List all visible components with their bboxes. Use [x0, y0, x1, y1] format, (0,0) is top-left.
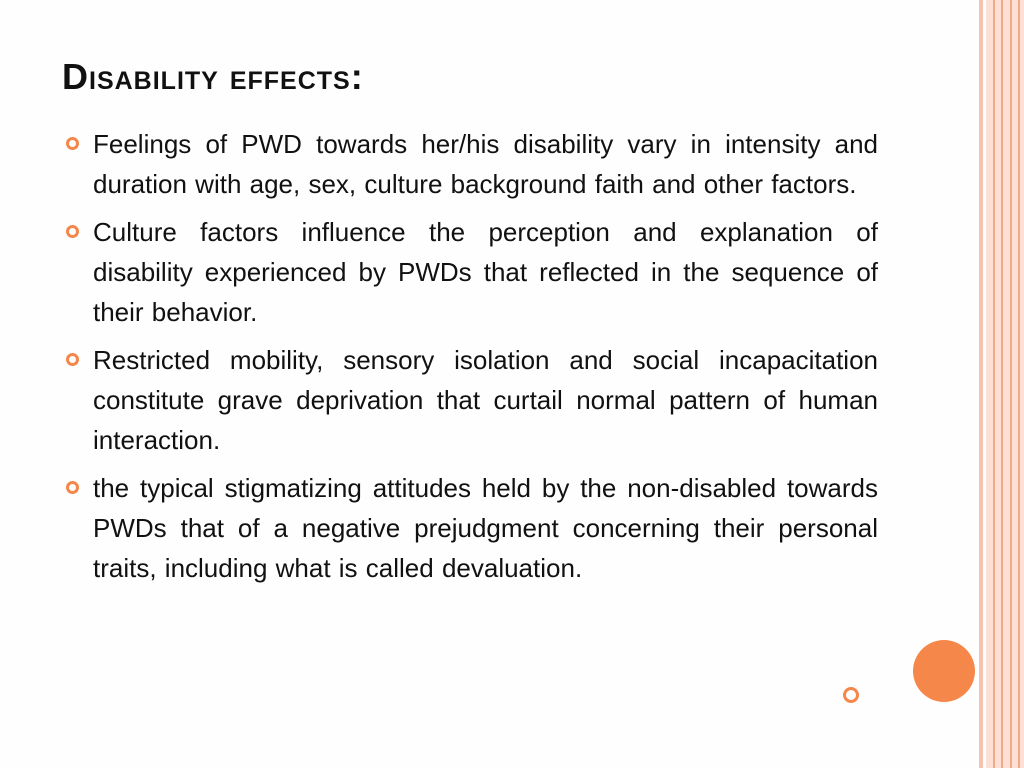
circle-bullet-icon	[66, 225, 79, 238]
bullet-item	[62, 124, 878, 204]
bullet-item	[62, 340, 878, 460]
decorative-stripe	[979, 0, 983, 768]
decorative-circle	[913, 640, 975, 702]
decorative-stripe-line	[1001, 0, 1003, 768]
decorative-stripe-line	[1018, 0, 1020, 768]
decorative-stripe-line	[1010, 0, 1012, 768]
decorative-stripe-line	[993, 0, 995, 768]
slide-title: Disability effects:	[62, 56, 364, 97]
circle-bullet-icon	[66, 137, 79, 150]
bullet-text: Feelings of PWD towards her/his disability vary in intensity and duration with age, sex, culture background faith and other factors.	[93, 129, 878, 199]
decorative-ring-icon	[843, 687, 859, 703]
circle-bullet-icon	[66, 353, 79, 366]
bullet-item	[62, 212, 878, 332]
circle-bullet-icon	[66, 481, 79, 494]
bullet-list	[62, 124, 878, 596]
bullet-text: the typical stigmatizing attitudes held by the non-disabled towards PWDs that of a negative prejudgment concerning their personal traits, including what is called devaluation.	[93, 473, 878, 583]
bullet-item	[62, 468, 878, 588]
bullet-text: Culture factors influence the perception and explanation of disability experienced by PWDs that reflected in the sequence of their behavior.	[93, 217, 878, 327]
bullet-text: Restricted mobility, sensory isolation and social incapacitation constitute grave deprivation that curtail normal pattern of human interaction.	[93, 345, 878, 455]
